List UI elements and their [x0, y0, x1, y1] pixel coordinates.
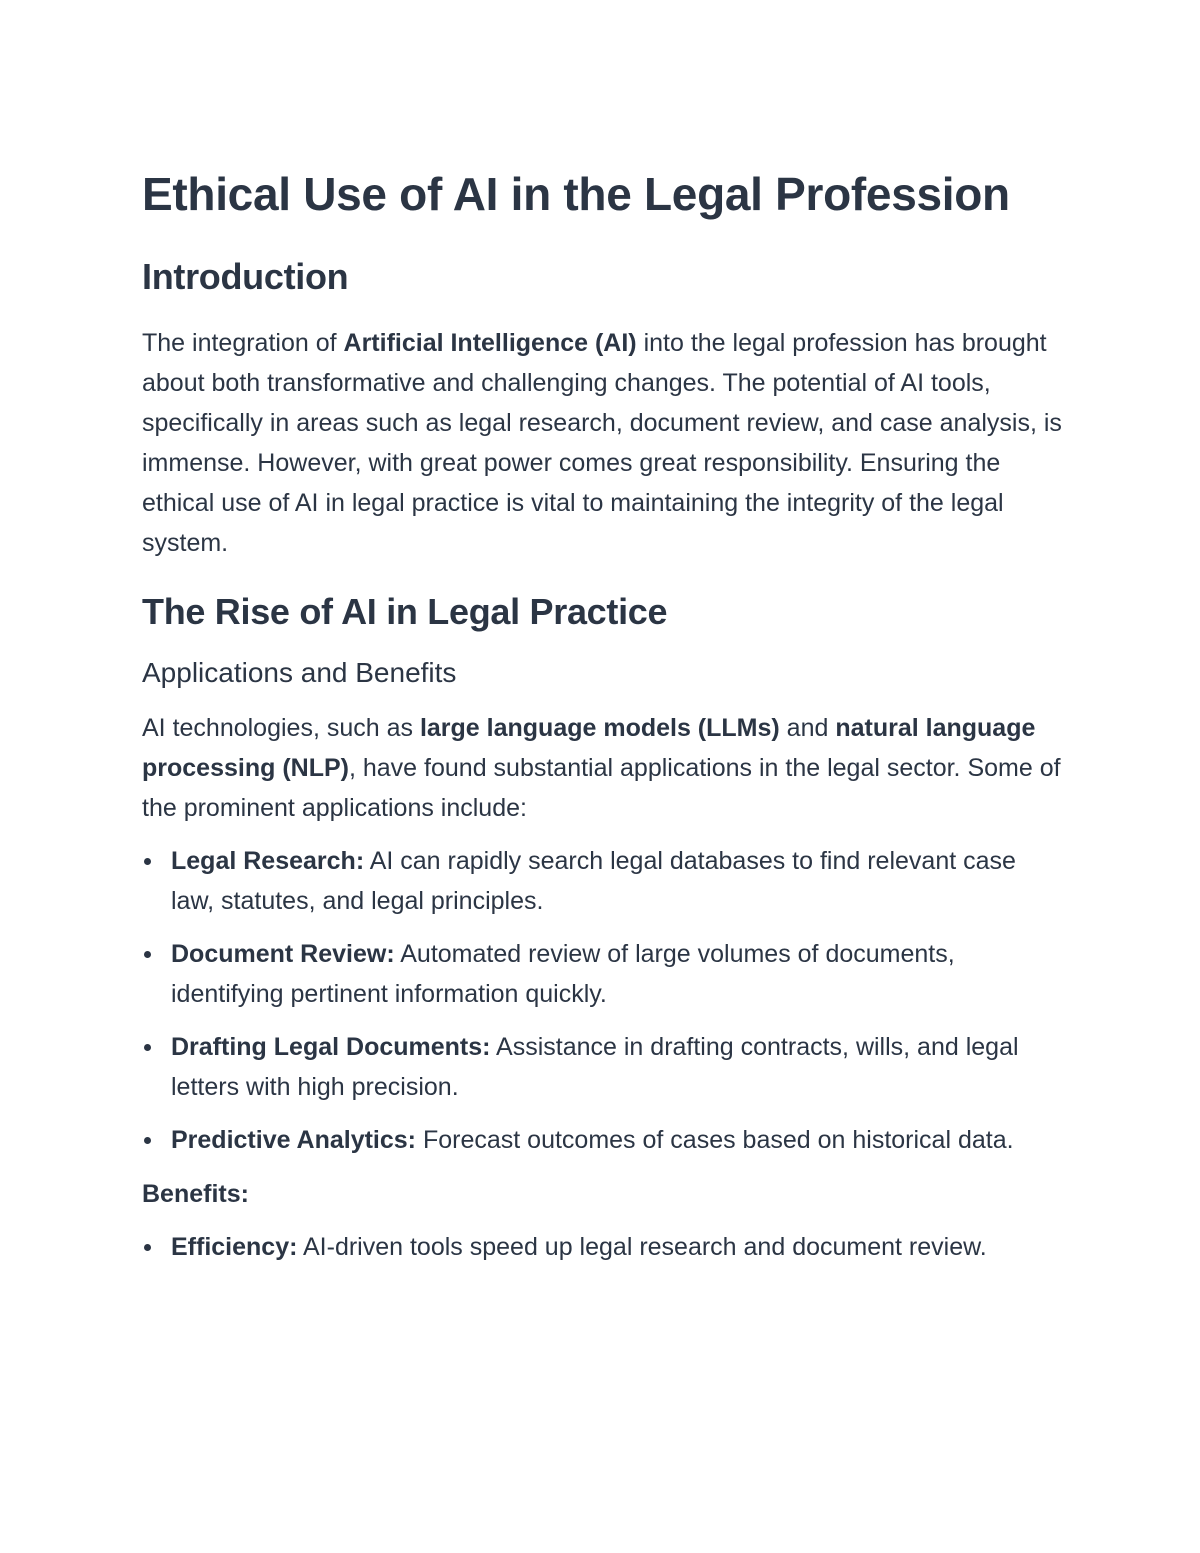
list-item-text: Automated review of large volumes of documents, identifying pertinent information quickly.: [171, 940, 955, 1008]
apps-text-3: , have found substantial applications in the legal sector. Some of the prominent applications include:: [142, 754, 1061, 822]
introduction-paragraph: [142, 323, 1062, 563]
apps-text-2: and: [779, 714, 836, 742]
section-heading-rise-of-ai: The Rise of AI in Legal Practice: [142, 591, 668, 632]
list-item-term: Drafting Legal Documents:: [171, 1033, 491, 1061]
list-item-predictive-analytics: [142, 1120, 1062, 1160]
applications-paragraph: [142, 708, 1062, 828]
apps-bold-llms: large language models (LLMs): [419, 714, 780, 742]
section-heading-introduction: Introduction: [142, 256, 349, 297]
list-item-term: Predictive Analytics:: [171, 1126, 417, 1154]
benefits-label: [142, 1174, 1062, 1214]
list-item-legal-research: [142, 841, 1062, 921]
list-item-text: AI-driven tools speed up legal research and document review.: [297, 1233, 987, 1261]
list-item-text: Assistance in drafting contracts, wills, and legal letters with high precision.: [171, 1033, 1019, 1101]
benefits-list: [142, 1227, 1062, 1267]
list-item-document-review: [142, 934, 1062, 1014]
list-item-efficiency: [142, 1227, 1062, 1267]
apps-text-1: AI technologies, such as: [142, 714, 420, 742]
list-item-drafting: [142, 1027, 1062, 1107]
intro-bold-ai: Artificial Intelligence (AI): [343, 329, 637, 357]
apps-bold-nlp: natural language processing (NLP): [142, 714, 1036, 782]
benefits-label-text: Benefits:: [142, 1180, 249, 1208]
list-item-term: Document Review:: [171, 940, 395, 968]
applications-list: [142, 841, 1062, 1160]
intro-text-2: into the legal profession has brought about both transformative and challenging changes. The potential of AI tools, specifically in areas such as legal research, document review, and case analysis, is immense. However, with great power comes great responsibility. Ensuring the ethical use of AI in legal practice is vital to maintaining the integrity of the legal system.: [142, 329, 1062, 557]
list-item-term: Legal Research:: [171, 847, 365, 875]
list-item-text: AI can rapidly search legal databases to find relevant case law, statutes, and legal principles.: [171, 847, 1016, 915]
list-item-term: Efficiency:: [171, 1233, 298, 1261]
list-item-text: Forecast outcomes of cases based on historical data.: [416, 1126, 1014, 1154]
intro-text-1: The integration of: [142, 329, 344, 357]
document-title: Ethical Use of AI in the Legal Profession: [142, 168, 1010, 220]
document-page: [142, 163, 1062, 1267]
subsection-heading-applications: Applications and Benefits: [142, 657, 457, 688]
